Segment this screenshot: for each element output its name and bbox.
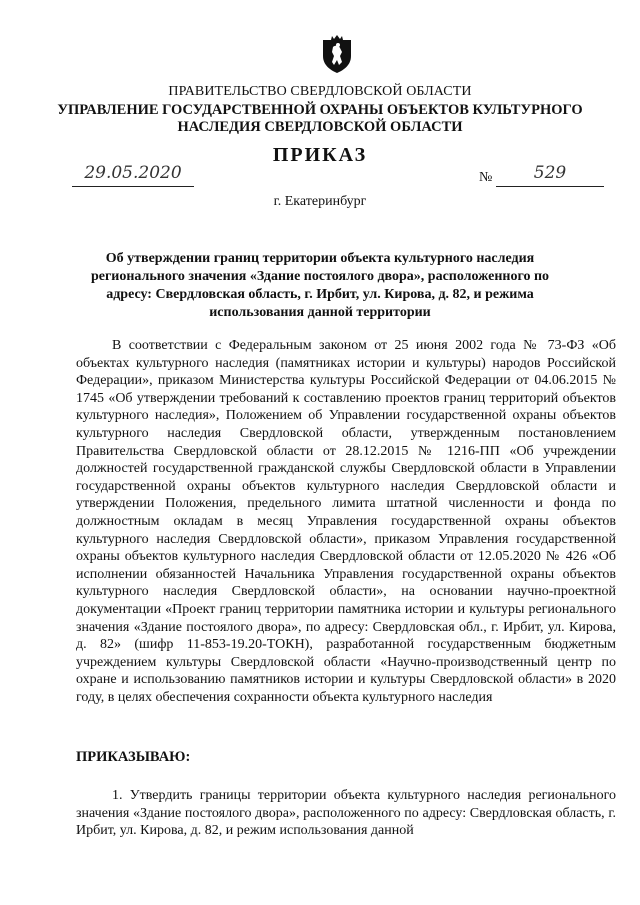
- city: г. Екатеринбург: [273, 194, 367, 209]
- document-type: ПРИКАЗ: [272, 144, 368, 166]
- order-item: 1. Утвердить границы территории объекта культурного наследия регионального значения «Здание постоялого двора», расположенного по адресу: Свердловская область, г. Ирбит, ул. Кирова, д. 82, и режим использования данной: [76, 788, 616, 839]
- number-label: №: [479, 170, 493, 185]
- document-number: 529: [496, 160, 604, 187]
- document-date: 29.05.2020: [72, 160, 194, 187]
- order-title: Об утверждении границ территории объекта культурного наследия регионального значения «Здание постоялого двора», расположенного по адресу: Свердловская область, г. Ирбит, ул. Кирова, д. 82, и режима использования данной территории: [90, 251, 550, 320]
- government-name: ПРАВИТЕЛЬСТВО СВЕРДЛОВСКОЙ ОБЛАСТИ: [168, 84, 472, 99]
- department-name: УПРАВЛЕНИЕ ГОСУДАРСТВЕННОЙ ОХРАНЫ ОБЪЕКТОВ КУЛЬТУРНОГО НАСЛЕДИЯ СВЕРДЛОВСКОЙ ОБЛАСТИ: [57, 102, 583, 135]
- coat-of-arms-icon: [319, 34, 355, 74]
- preamble-paragraph: В соответствии с Федеральным законом от 25 июня 2002 года № 73-ФЗ «Об объектах культурного наследия (памятниках истории и культуры) народов Российской Федерации», приказом Министерства культуры Российской Федерации от 04.06.2015 № 1745 «Об утверждении требований к составлению проектов границ территорий объектов культурного наследия», Положением об Управлении государственной охраны объектов культурного наследия Свердловской области, утвержденным постановлением Правительства Свердловской области от 28.12.2015 № 1216-ПП «Об учреждении должностей государственной гражданской службы Свердловской области в Управлении государственной охраны объектов культурного наследия Свердловской области и утверждении Положения, предельного лимита штатной численности и фонда по должностным окладам в месяц Управления государственной охраны объектов культурного наследия Свердловской области», приказом Управления государственной охраны объектов культурного наследия Свердловской области от 12.05.2020 № 426 «Об исполнении обязанностей Начальника Управления государственной охраны объектов культурного наследия Свердловской области», на основании научно-проектной документации «Проект границ территории памятника истории и культуры регионального значения «Здание постоялого двора», по адресу: Свердловская обл., г. Ирбит, ул. Кирова, д. 82» (шифр 11-853-19.20-ТОКН), разработанной государственным бюджетным учреждением культуры Свердловской области «Научно-производственный центр по охране и использованию памятников истории и культуры Свердловской области» в 2020 году, в целях обеспечения сохранности объекта культурного наследия: [76, 338, 616, 705]
- orders-heading: ПРИКАЗЫВАЮ:: [76, 749, 191, 765]
